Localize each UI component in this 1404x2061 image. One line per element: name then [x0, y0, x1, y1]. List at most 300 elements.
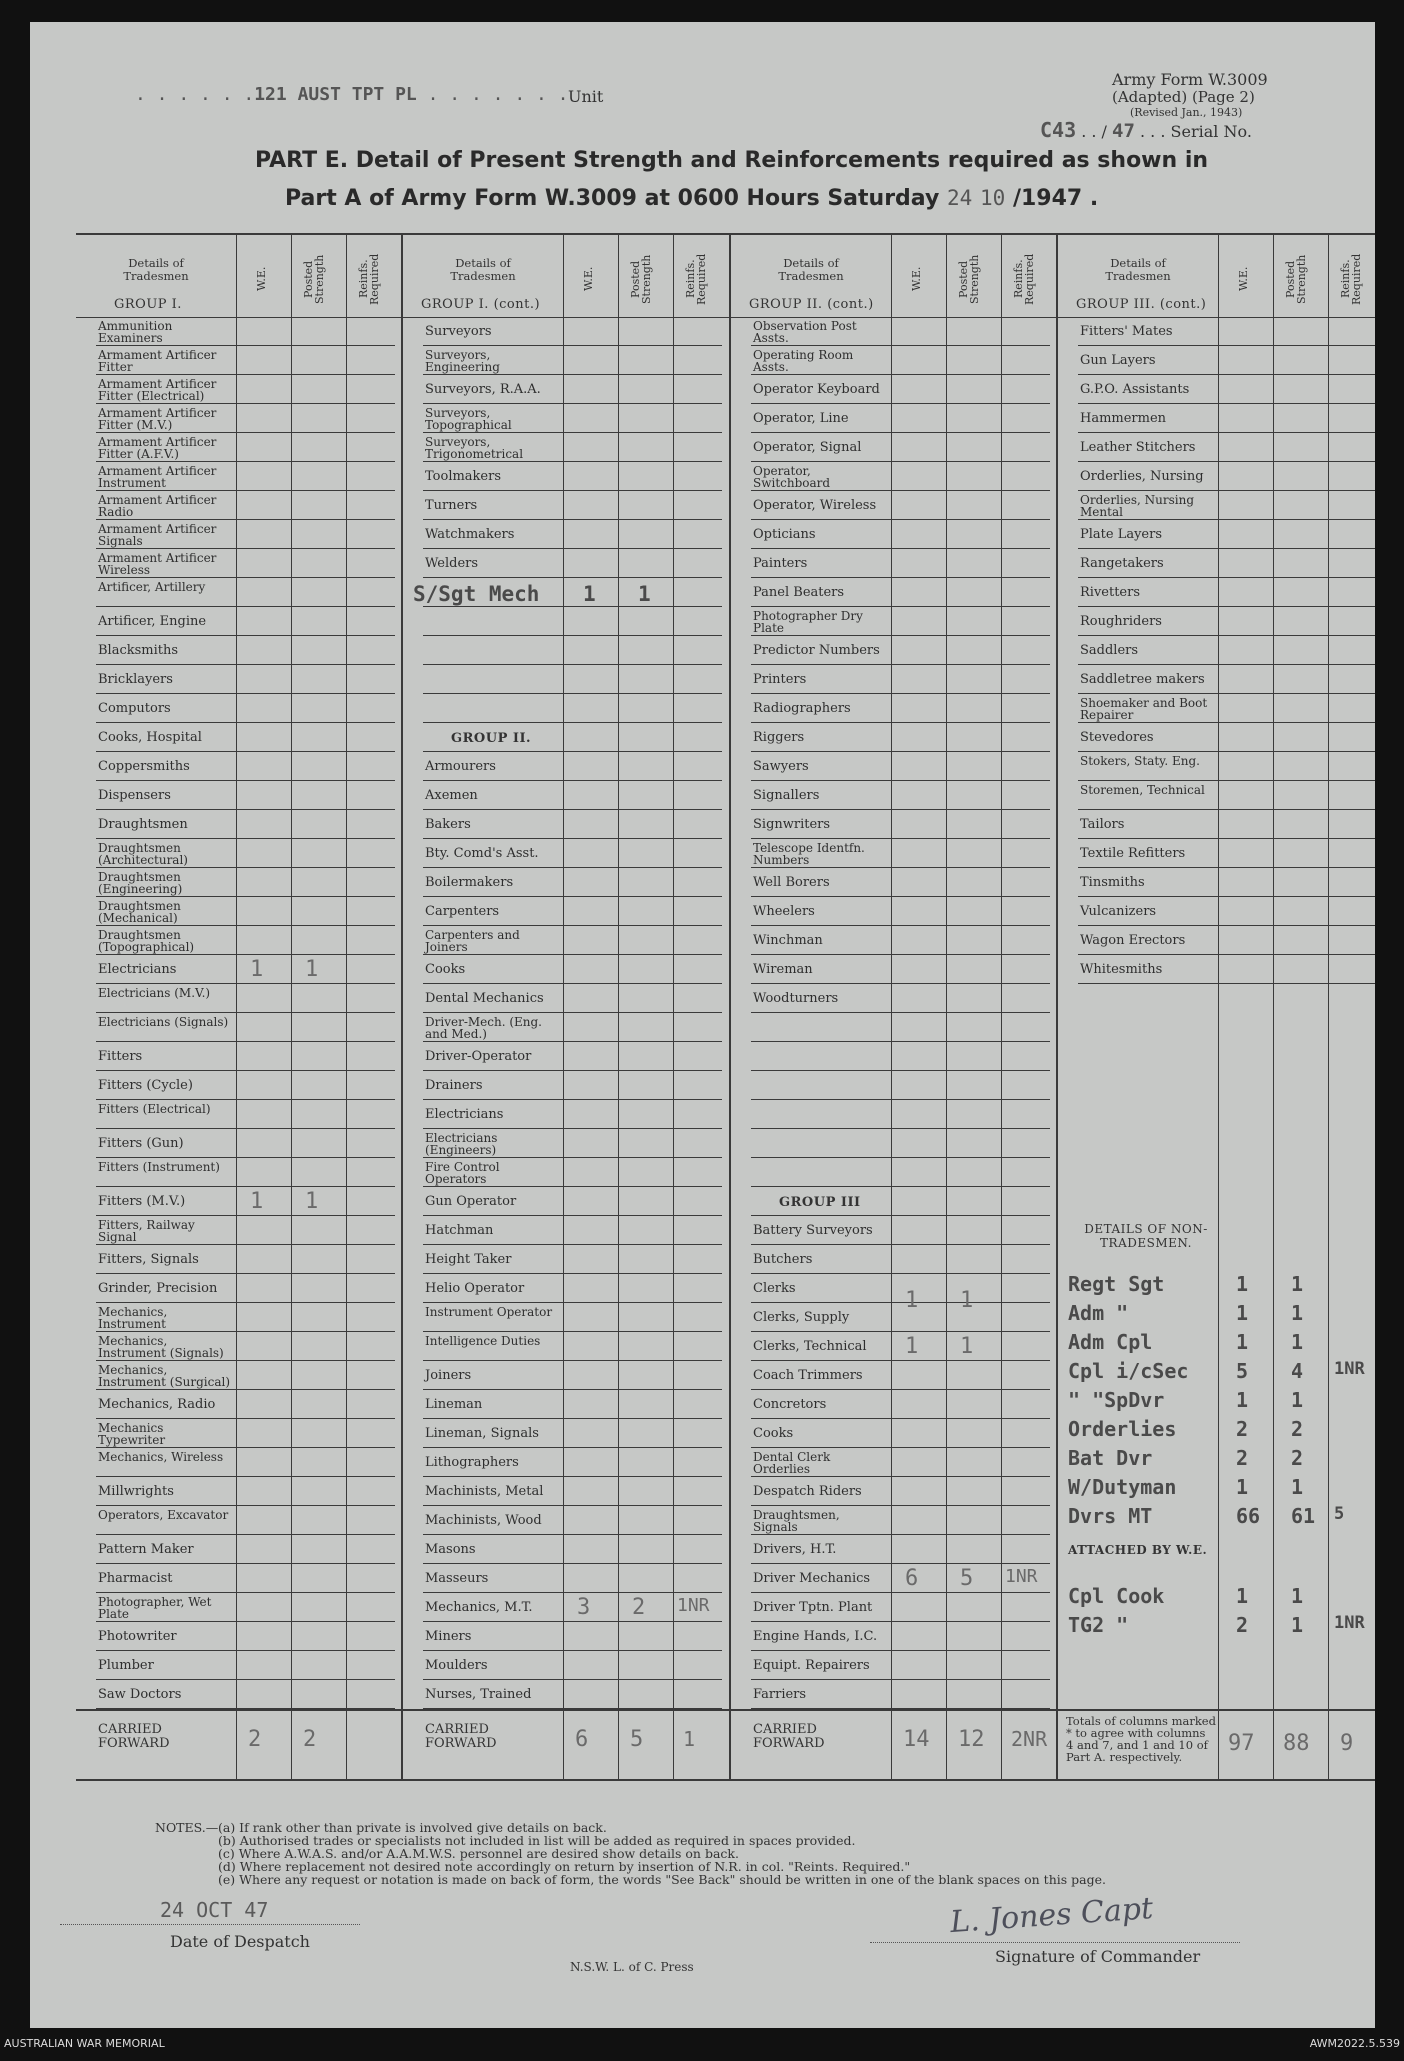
- posted-value: 1: [638, 582, 651, 606]
- row-rule: [751, 1418, 1050, 1419]
- serial-year: 47: [1112, 120, 1135, 142]
- reinfs-total: 2NR: [1011, 1727, 1048, 1751]
- row-rule: [423, 751, 722, 752]
- trade-label: Driver Mechanics: [753, 1571, 871, 1586]
- row-rule: [423, 1128, 722, 1129]
- trade-label: Whitesmiths: [1080, 962, 1163, 977]
- details-of-tradesmen-heading: Details of Tradesmen: [450, 256, 516, 283]
- row-rule: [423, 432, 722, 433]
- trade-label: Joiners: [425, 1368, 472, 1383]
- trade-label: Grinder, Precision: [98, 1281, 218, 1296]
- trade-label: Radiographers: [753, 701, 851, 716]
- row-rule: [96, 1331, 395, 1332]
- row-rule: [96, 1534, 395, 1535]
- trade-label: Armament Artificer Fitter: [98, 348, 217, 374]
- row-rule: [96, 1447, 395, 1448]
- note-line: (e) Where any request or notation is made on back of form, the words "See Back" should be written in one of the blank spaces on this page.: [218, 1872, 1106, 1887]
- posted-value: 1: [1291, 1584, 1304, 1608]
- form-title-line1: PART E. Detail of Present Strength and Reinforcements required as shown in: [255, 148, 1209, 173]
- trade-label: Plumber: [98, 1658, 154, 1673]
- we-heading: W.E.: [910, 266, 923, 292]
- row-rule: [423, 954, 722, 955]
- posted-value: 2: [1291, 1417, 1304, 1441]
- posted-value: 1: [1291, 1475, 1304, 1499]
- row-rule: [96, 925, 395, 926]
- we-value: 1: [1236, 1330, 1249, 1354]
- trade-label: Storemen, Technical: [1080, 783, 1205, 797]
- row-rule: [1078, 664, 1375, 665]
- trade-label: Millwrights: [98, 1484, 174, 1499]
- trade-label: Bricklayers: [98, 672, 173, 687]
- trade-label: Clerks: [753, 1281, 796, 1296]
- note-line: (c) Where A.W.A.S. and/or A.A.M.W.S. personnel are desired show details on back.: [218, 1846, 739, 1861]
- row-rule: [423, 1302, 722, 1303]
- row-rule: [423, 780, 722, 781]
- we-value: 1: [250, 957, 264, 982]
- trade-label: Computors: [98, 701, 171, 716]
- trade-label: Operator, Switchboard: [753, 464, 831, 490]
- row-rule: [1078, 374, 1375, 375]
- row-rule: [423, 1244, 722, 1245]
- row-rule: [423, 1476, 722, 1477]
- trade-label: Rangetakers: [1080, 556, 1164, 571]
- row-rule: [423, 1070, 722, 1071]
- row-rule: [423, 1157, 722, 1158]
- non-tradesmen-heading: DETAILS OF NON-TRADESMEN.: [1084, 1222, 1208, 1250]
- row-rule: [423, 1418, 722, 1419]
- row-rule: [1078, 780, 1375, 781]
- trade-label: Despatch Riders: [753, 1484, 862, 1499]
- archive-footer: [0, 2029, 1404, 2061]
- trade-label: Fitters: [98, 1049, 143, 1064]
- row-rule: [751, 1331, 1050, 1332]
- despatch-date: 24 OCT 47: [160, 1898, 269, 1922]
- row-rule: [751, 1070, 1050, 1071]
- trade-label: Mechanics Typewriter: [98, 1421, 166, 1447]
- posted-value: 1: [960, 1334, 974, 1359]
- row-rule: [1078, 983, 1375, 984]
- despatch-underline: [60, 1924, 360, 1925]
- trade-label: Telescope Identfn. Numbers: [753, 841, 865, 867]
- trade-label: Artificer, Engine: [98, 614, 207, 629]
- posted-value: 1: [1291, 1388, 1304, 1412]
- trade-label: Boilermakers: [425, 875, 514, 890]
- non-tradesman-trade: Dvrs MT: [1068, 1504, 1153, 1528]
- row-rule: [423, 461, 722, 462]
- row-rule: [423, 1534, 722, 1535]
- we-value: 6: [905, 1566, 919, 1591]
- carried-forward-label: CARRIED FORWARD: [425, 1722, 497, 1751]
- trade-label: Pattern Maker: [98, 1542, 194, 1557]
- row-rule: [1078, 809, 1375, 810]
- column-rule: [1273, 233, 1274, 1779]
- row-rule: [96, 693, 395, 694]
- we-value: 1: [1236, 1272, 1249, 1296]
- reinfs-required-heading: Reinfs. Required: [357, 253, 381, 305]
- trade-label: Artificer, Artillery: [98, 580, 206, 594]
- group-heading: GROUP III. (cont.): [1076, 297, 1207, 312]
- row-rule: [751, 809, 1050, 810]
- carried-forward-label: CARRIED FORWARD: [98, 1722, 170, 1751]
- trade-label: Bakers: [425, 817, 471, 832]
- row-rule: [1078, 896, 1375, 897]
- we-value: 1: [250, 1189, 264, 1214]
- group-separator: [1056, 233, 1058, 1779]
- row-rule: [751, 606, 1050, 607]
- trade-label: Helio Operator: [425, 1281, 525, 1296]
- trade-label: Surveyors, Trigonometrical: [425, 435, 524, 461]
- we-total: 2: [248, 1727, 262, 1752]
- table-bottom-rule: [76, 1779, 1375, 1781]
- reinfs-grand-total: 9: [1340, 1731, 1354, 1756]
- note-line: (a) If rank other than private is involved give details on back.: [218, 1820, 607, 1835]
- we-heading: W.E.: [582, 266, 595, 292]
- we-heading: W.E.: [255, 266, 268, 292]
- trade-label: Plate Layers: [1080, 527, 1163, 542]
- row-rule: [423, 1679, 722, 1680]
- form-name: Army Form W.3009: [1112, 70, 1268, 89]
- trade-label: Electricians (Engineers): [425, 1131, 498, 1157]
- trade-label: Textile Refitters: [1080, 846, 1186, 861]
- row-rule: [96, 1418, 395, 1419]
- we-total: 14: [903, 1727, 930, 1752]
- trade-label: Driver Tptn. Plant: [753, 1600, 873, 1615]
- serial-value: C43: [1040, 118, 1077, 142]
- column-rule: [236, 233, 237, 1779]
- trade-label: Cooks, Hospital: [98, 730, 202, 745]
- row-rule: [96, 1592, 395, 1593]
- posted-value: 61: [1291, 1504, 1316, 1528]
- trade-label: G.P.O. Assistants: [1080, 382, 1190, 397]
- row-rule: [751, 490, 1050, 491]
- row-rule: [751, 1186, 1050, 1187]
- trade-label: Welders: [425, 556, 479, 571]
- note-line: (d) Where replacement not desired note accordingly on return by insertion of N.R. in col. "Reints. Required.": [218, 1859, 911, 1874]
- trade-label: Driver-Mech. (Eng. and Med.): [425, 1015, 542, 1041]
- row-rule: [96, 432, 395, 433]
- row-rule: [423, 1505, 722, 1506]
- trade-label: Sawyers: [753, 759, 809, 774]
- details-of-tradesmen-heading: Details of Tradesmen: [123, 256, 189, 283]
- trade-label: Battery Surveyors: [753, 1223, 873, 1238]
- trade-label: Coach Trimmers: [753, 1368, 863, 1383]
- row-rule: [751, 1389, 1050, 1390]
- row-rule: [96, 461, 395, 462]
- trade-label: Electricians (M.V.): [98, 986, 211, 1000]
- row-rule: [96, 1708, 395, 1709]
- trade-label: Leather Stitchers: [1080, 440, 1196, 455]
- row-rule: [423, 1012, 722, 1013]
- trade-label: Operators, Excavator: [98, 1508, 229, 1522]
- row-rule: [751, 751, 1050, 752]
- row-rule: [96, 635, 395, 636]
- row-rule: [96, 548, 395, 549]
- row-rule: [751, 1679, 1050, 1680]
- row-rule: [751, 1360, 1050, 1361]
- column-rule: [1328, 233, 1329, 1779]
- trade-label: Toolmakers: [425, 469, 502, 484]
- non-tradesman-trade: Regt Sgt: [1068, 1272, 1165, 1296]
- posted-value: 1: [960, 1288, 974, 1313]
- row-rule: [1078, 519, 1375, 520]
- row-rule: [1078, 606, 1375, 607]
- row-rule: [1078, 432, 1375, 433]
- we-value: 1: [583, 582, 596, 606]
- trade-label: Saddletree makers: [1080, 672, 1205, 687]
- column-rule: [1001, 233, 1002, 1779]
- row-rule: [423, 1099, 722, 1100]
- trade-label: Saddlers: [1080, 643, 1139, 658]
- posted-value: 2: [632, 1595, 646, 1620]
- form-revised: (Revised Jan., 1943): [1130, 106, 1243, 119]
- row-rule: [423, 693, 722, 694]
- trade-label: Mechanics, Instrument: [98, 1305, 168, 1331]
- posted-strength-heading: Posted Strength: [957, 254, 981, 304]
- row-rule: [751, 1534, 1050, 1535]
- form-sheet: [30, 22, 1375, 2028]
- trade-label: Mechanics, M.T.: [425, 1600, 533, 1615]
- row-rule: [96, 664, 395, 665]
- posted-value: 1: [1291, 1613, 1304, 1637]
- column-rule: [563, 233, 564, 1779]
- trade-label: Mechanics, Instrument (Signals): [98, 1334, 224, 1360]
- trade-label: Orderlies, Nursing: [1080, 469, 1204, 484]
- trade-label: Operating Room Assts.: [753, 348, 854, 374]
- trade-label: Photographer Dry Plate: [753, 609, 863, 635]
- row-rule: [96, 838, 395, 839]
- row-rule: [423, 374, 722, 375]
- row-rule: [423, 345, 722, 346]
- group-separator: [729, 233, 731, 1779]
- trade-label: Gun Layers: [1080, 353, 1156, 368]
- trade-label: Coppersmiths: [98, 759, 190, 774]
- row-rule: [96, 780, 395, 781]
- column-rule: [618, 233, 619, 1779]
- trade-label: Roughriders: [1080, 614, 1162, 629]
- row-rule: [751, 461, 1050, 462]
- trade-label: Operator, Wireless: [753, 498, 877, 513]
- row-rule: [423, 1215, 722, 1216]
- row-rule: [751, 1012, 1050, 1013]
- row-rule: [96, 1070, 395, 1071]
- row-rule: [423, 925, 722, 926]
- trade-label: Signwriters: [753, 817, 831, 832]
- trade-label: Pharmacist: [98, 1571, 173, 1586]
- row-rule: [1078, 925, 1375, 926]
- row-rule: [96, 722, 395, 723]
- non-tradesman-trade: W/Dutyman: [1068, 1475, 1177, 1499]
- non-tradesman-trade: Adm ": [1068, 1301, 1129, 1325]
- we-value: 5: [1236, 1359, 1249, 1383]
- row-rule: [423, 635, 722, 636]
- trade-label: Stokers, Staty. Eng.: [1080, 754, 1200, 768]
- trade-label: Armament Artificer Instrument: [98, 464, 217, 490]
- row-rule: [751, 780, 1050, 781]
- trade-label: Driver-Operator: [425, 1049, 532, 1064]
- row-rule: [751, 896, 1050, 897]
- trade-label: Tailors: [1080, 817, 1125, 832]
- trade-label: Photographer, Wet Plate: [98, 1595, 212, 1621]
- commander-signature: L. Jones Capt: [949, 1890, 1155, 1941]
- trade-label: Butchers: [753, 1252, 813, 1267]
- column-rule: [1218, 233, 1219, 1779]
- trade-label: Hammermen: [1080, 411, 1167, 426]
- we-value: 2: [1236, 1417, 1249, 1441]
- trade-label: Shoemaker and Boot Repairer: [1080, 696, 1208, 722]
- row-rule: [751, 345, 1050, 346]
- row-rule: [96, 1563, 395, 1564]
- trade-label: Wagon Erectors: [1080, 933, 1186, 948]
- trade-label: Armament Artificer Radio: [98, 493, 217, 519]
- row-rule: [751, 403, 1050, 404]
- trade-label: Dental Clerk Orderlies: [753, 1450, 831, 1476]
- we-value: 1: [905, 1288, 919, 1313]
- posted-strength-heading: Posted Strength: [1284, 254, 1308, 304]
- row-rule: [96, 1186, 395, 1187]
- row-rule: [423, 838, 722, 839]
- row-rule: [751, 519, 1050, 520]
- reinfs-required-heading: Reinfs. Required: [684, 253, 708, 305]
- row-rule: [1078, 693, 1375, 694]
- trade-label: Machinists, Metal: [425, 1484, 544, 1499]
- trade-label: Draughtsmen (Engineering): [98, 870, 183, 896]
- group-heading: GROUP I. (cont.): [421, 297, 541, 312]
- trade-label: Surveyors, R.A.A.: [425, 382, 541, 397]
- trade-label: Farriers: [753, 1687, 807, 1702]
- row-rule: [96, 1505, 395, 1506]
- trade-label: Draughtsmen (Architectural): [98, 841, 188, 867]
- serial-number: C43 . . / 47 . . . Serial No.: [1040, 118, 1252, 142]
- posted-value: 5: [960, 1566, 974, 1591]
- row-rule: [1078, 490, 1375, 491]
- row-rule: [751, 432, 1050, 433]
- serial-label: Serial No.: [1170, 122, 1252, 141]
- row-rule: [423, 664, 722, 665]
- row-rule: [751, 925, 1050, 926]
- row-rule: [1078, 345, 1375, 346]
- typed-trade: S/Sgt Mech: [413, 582, 540, 606]
- row-rule: [751, 1505, 1050, 1506]
- trade-label: Opticians: [753, 527, 816, 542]
- row-rule: [751, 664, 1050, 665]
- row-rule: [423, 896, 722, 897]
- row-rule: [423, 1650, 722, 1651]
- archive-left: AUSTRALIAN WAR MEMORIAL: [4, 2037, 165, 2050]
- trade-label: Mechanics, Radio: [98, 1397, 216, 1412]
- we-value: 1: [905, 1334, 919, 1359]
- trade-label: Printers: [753, 672, 807, 687]
- trade-label: Predictor Numbers: [753, 643, 880, 658]
- row-rule: [96, 1273, 395, 1274]
- we-value: 1: [1236, 1584, 1249, 1608]
- row-rule: [751, 1215, 1050, 1216]
- carried-forward-top-rule: [76, 1709, 1375, 1711]
- we-value: 3: [577, 1595, 591, 1620]
- trade-label: Draughtsmen (Topographical): [98, 928, 195, 954]
- row-rule: [751, 693, 1050, 694]
- trade-label: Turners: [425, 498, 478, 513]
- trade-label: Lineman: [425, 1397, 483, 1412]
- trade-label: Operator, Signal: [753, 440, 862, 455]
- trade-label: Fitters (Cycle): [98, 1078, 193, 1093]
- row-rule: [96, 1650, 395, 1651]
- trade-label: Electricians (Signals): [98, 1015, 229, 1029]
- row-rule: [751, 867, 1050, 868]
- trade-label: Painters: [753, 556, 808, 571]
- row-rule: [1078, 838, 1375, 839]
- trade-label: Carpenters and Joiners: [425, 928, 520, 954]
- date-day: 24: [947, 186, 973, 210]
- trade-label: Winchman: [753, 933, 823, 948]
- non-tradesman-trade: Bat Dvr: [1068, 1446, 1153, 1470]
- row-rule: [96, 606, 395, 607]
- we-value: 1: [1236, 1301, 1249, 1325]
- we-total: 6: [575, 1727, 589, 1752]
- row-rule: [751, 1041, 1050, 1042]
- row-rule: [423, 1389, 722, 1390]
- row-rule: [751, 1563, 1050, 1564]
- row-rule: [1078, 722, 1375, 723]
- row-rule: [96, 1476, 395, 1477]
- trade-label: Watchmakers: [425, 527, 515, 542]
- row-rule: [423, 1041, 722, 1042]
- group-separator: [401, 233, 403, 1779]
- trade-label: Mechanics, Instrument (Surgical): [98, 1363, 231, 1389]
- trade-label: Armament Artificer Fitter (M.V.): [98, 406, 217, 432]
- row-rule: [751, 548, 1050, 549]
- column-rule: [891, 233, 892, 1779]
- reinfs-required-heading: Reinfs. Required: [1339, 253, 1363, 305]
- row-rule: [96, 345, 395, 346]
- posted-grand-total: 88: [1283, 1731, 1310, 1756]
- non-tradesman-trade: Orderlies: [1068, 1417, 1177, 1441]
- trade-label: Clerks, Technical: [753, 1339, 867, 1354]
- trade-label: Drivers, H.T.: [753, 1542, 837, 1557]
- trade-label: Fitters (Gun): [98, 1136, 184, 1151]
- trade-label: Masseurs: [425, 1571, 489, 1586]
- trade-label: Fitters (Instrument): [98, 1160, 220, 1174]
- group-heading: GROUP II. (cont.): [749, 297, 874, 312]
- printer-imprint: N.S.W. L. of C. Press: [570, 1960, 694, 1974]
- row-rule: [96, 1302, 395, 1303]
- we-heading: W.E.: [1237, 266, 1250, 292]
- posted-total: 5: [630, 1727, 644, 1752]
- row-rule: [96, 1215, 395, 1216]
- trade-label: Operator, Line: [753, 411, 849, 426]
- row-rule: [751, 1592, 1050, 1593]
- signature-underline: [870, 1942, 1240, 1943]
- unit-value: . . . . . .121 AUST TPT PL . . . . . . .: [135, 84, 569, 105]
- row-rule: [751, 1302, 1050, 1303]
- row-rule: [751, 1447, 1050, 1448]
- row-rule: [96, 1128, 395, 1129]
- posted-value: 1: [1291, 1272, 1304, 1296]
- row-rule: [751, 983, 1050, 984]
- non-tradesman-trade: Cpl i/cSec: [1068, 1359, 1189, 1383]
- we-value: 66: [1236, 1504, 1261, 1528]
- column-rule: [291, 233, 292, 1779]
- row-rule: [423, 809, 722, 810]
- trade-label: Blacksmiths: [98, 643, 179, 658]
- row-rule: [751, 1650, 1050, 1651]
- row-rule: [1078, 751, 1375, 752]
- row-rule: [423, 1273, 722, 1274]
- trade-label: Stevedores: [1080, 730, 1154, 745]
- strength-table: [76, 233, 1375, 1800]
- we-value: 2: [1236, 1446, 1249, 1470]
- column-rule: [346, 233, 347, 1779]
- row-rule: [96, 1679, 395, 1680]
